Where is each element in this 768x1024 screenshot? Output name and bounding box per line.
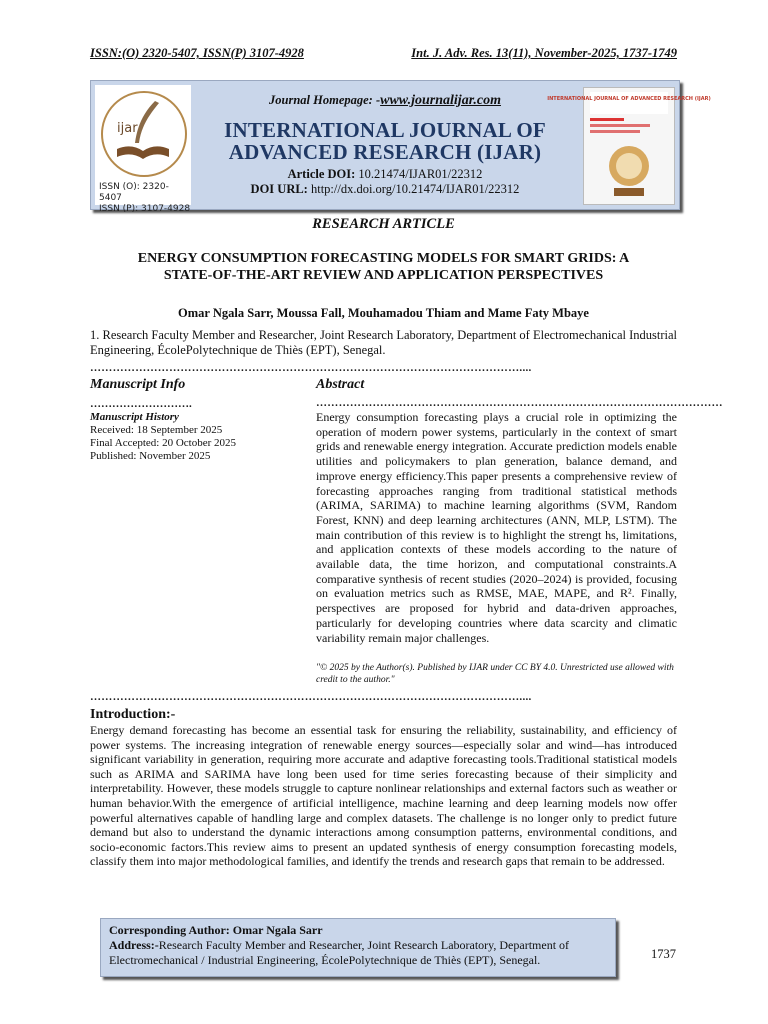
issn-line: ISSN:(O) 2320-5407, ISSN(P) 3107-4928 <box>90 46 304 60</box>
received-date: Received: 18 September 2025 <box>90 424 223 436</box>
manuscript-info-heading: Manuscript Info <box>90 377 186 392</box>
cover-image <box>547 88 711 204</box>
page-number: 1737 <box>651 947 676 961</box>
introduction-text: Energy demand forecasting has become an essential task for ensuring the reliability, sustainability, and efficiency of power systems. The increasing integration of renewable energy sources—especially solar and wind—has introduced significant variability in generation, requiring more accurate and adaptive forecasting tools.Traditional statistical models such as ARIMA and SARIMA have long been used for time series forecasting because of their simplicity and interpretability. However, these models struggle to capture nonlinear relationships and external factors such as weather or human behavior.With the emergence of artificial intelligence, machine learning and deep learning models now offer powerful alternatives capable of handling large and complex datasets. The challenge is no longer only to predict future demand but also to understand the dynamic interactions among consumption patterns, environmental conditions, and socio-economic factors.This review aims to present an updated synthesis of energy consumption forecasting models, classify them into major methodological families, and identify the trends and research gaps that remain to be addressed. <box>90 723 677 869</box>
corresponding-address: Address:-Research Faculty Member and Researcher, Joint Research Laboratory, Department of Electromechanical / Industrial Engineering, ÉcolePolytechnique de Thiès (EPT), Senegal. <box>109 938 570 967</box>
abstract-text: Energy consumption forecasting plays a crucial role in optimizing the operation of modern power systems, particularly in the context of smart grids and renewable energy integration. Accurate prediction models enable utilities and policymakers to plan generation, balance demand, and improve energy efficiency.This paper presents a comprehensive review of forecasting approaches ranging from traditional statistical methods (ARIMA, SARIMA) to machine learning algorithms (SVM, Random Forest, KNN) and deep learning architectures (ANN, MLP, LSTM). The main contribution of this review is to highlight the strengt hs, limitations, and application contexts of these models according to the nature of available data, the time horizon, and computational constraints.A comparative synthesis of recent studies (2020–2024) is provided, focusing on evaluation metrics such as RMSE, MAE, MAPE, and R². Finally, perspectives are proposed for hybrid and data-driven approaches, particularly for developing countries where data scarcity and climatic variability remain major challenges. <box>316 410 677 645</box>
logo-issn: ISSN (O): 2320-5407 ISSN (P): 3107-4928 <box>99 182 191 214</box>
journal-title: INTERNATIONAL JOURNAL OF ADVANCED RESEARCH (IJAR) <box>224 118 546 164</box>
separator-bottom: …………………………………………………………………………………………………….... <box>90 691 532 703</box>
abstract-dots: ……………………………………………………………………………………………… <box>316 397 723 409</box>
corresponding-author: Corresponding Author: Omar Ngala Sarr <box>109 923 323 937</box>
logo-wordmark: ijar <box>117 121 138 136</box>
doi-block: Article DOI: 10.21474/IJAR01/22312 DOI URL: http://dx.doi.org/10.21474/IJAR01/22312 <box>250 167 520 196</box>
article-type: RESEARCH ARTICLE <box>312 216 455 232</box>
journal-reference: Int. J. Adv. Res. 13(11), November-2025, 1737-1749 <box>411 46 677 60</box>
homepage-link[interactable]: www.journalijar.com <box>380 93 501 108</box>
accepted-date: Final Accepted: 20 October 2025 <box>90 437 237 449</box>
cover-title-text: INTERNATIONAL JOURNAL OF ADVANCED RESEARCH (IJAR) <box>547 96 711 102</box>
manuscript-dots: ………………………. <box>90 398 192 410</box>
author-list: Omar Ngala Sarr, Moussa Fall, Mouhamadou Thiam and Mame Faty Mbaye <box>178 306 589 320</box>
running-header <box>90 46 677 61</box>
doi-url-link[interactable]: http://dx.doi.org/10.21474/IJAR01/22312 <box>310 182 520 196</box>
journal-homepage: Journal Homepage: -www.journalijar.com <box>269 93 501 108</box>
separator-top: …………………………………………………………………………………………………….... <box>90 362 532 374</box>
journal-cover-thumbnail <box>547 87 711 205</box>
introduction-heading: Introduction:- <box>90 707 176 722</box>
published-date: Published: November 2025 <box>90 450 211 462</box>
article-doi: 10.21474/IJAR01/22312 <box>358 167 483 181</box>
journal-banner <box>90 80 711 214</box>
corresponding-author-box <box>100 918 616 977</box>
history-label: Manuscript History <box>90 411 179 423</box>
article-title: ENERGY CONSUMPTION FORECASTING MODELS FOR SMART GRIDS: A STATE-OF-THE-ART REVIEW AND APPLICATION PERSPECTIVES <box>137 251 630 283</box>
license-note: "© 2025 by the Author(s). Published by IJAR under CC BY 4.0. Unrestricted use allowed with credit to the author." <box>316 663 674 685</box>
author-affiliation: 1. Research Faculty Member and Researcher, Joint Research Laboratory, Department of Electromechanical Industrial Engineering, ÉcolePolytechnique de Thiès (EPT), Senegal. <box>90 328 677 357</box>
manuscript-history <box>90 411 290 463</box>
abstract-heading: Abstract <box>316 377 365 392</box>
